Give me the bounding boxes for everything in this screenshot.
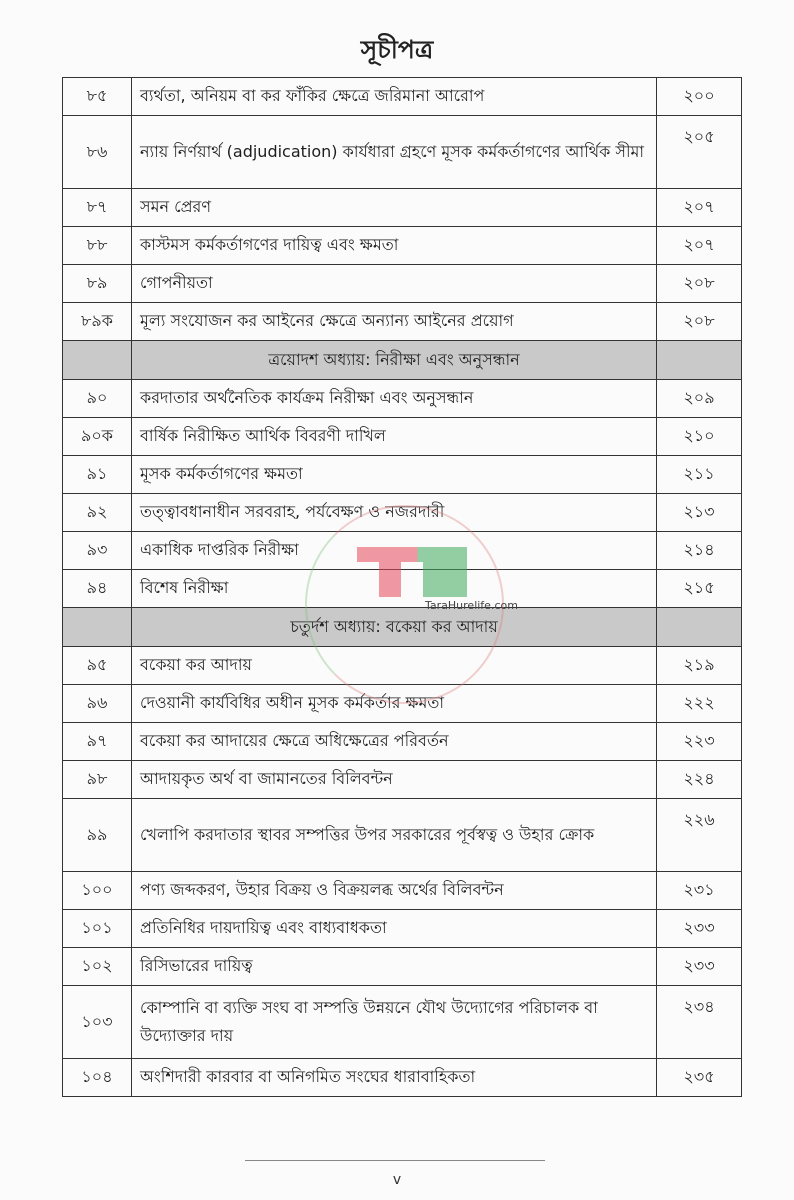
toc-entry-row [63, 1059, 742, 1097]
section-number: ৯০ [63, 380, 132, 418]
section-number: ৮৮ [63, 227, 132, 265]
toc-entry-row [63, 872, 742, 910]
section-title: পণ্য জব্দকরণ, উহার বিক্রয় ও বিক্রয়লব্ধ অর্থের বিলিবন্টন [132, 872, 657, 910]
toc-entry-row [63, 116, 742, 189]
section-number: ১০৩ [63, 986, 132, 1059]
section-number: ১০২ [63, 948, 132, 986]
page-number-cell: ২৩৪ [657, 986, 742, 1059]
page-number-cell: ২১১ [657, 456, 742, 494]
section-number: ৮৯ক [63, 303, 132, 341]
section-number: ৯৮ [63, 761, 132, 799]
section-title: ন্যায় নির্ণয়ার্থ (adjudication) কার্যধারা গ্রহণে মূসক কর্মকর্তাগণের আর্থিক সীমা [132, 116, 657, 189]
chapter-heading: ত্রয়োদশ অধ্যায়: নিরীক্ষা এবং অনুসন্ধান [132, 341, 657, 380]
section-number: ১০১ [63, 910, 132, 948]
chapter-heading: চতুর্দশ অধ্যায়: বকেয়া কর আদায় [132, 608, 657, 647]
section-number: ৯৬ [63, 685, 132, 723]
section-number: ৯২ [63, 494, 132, 532]
page-number-cell: ২২৪ [657, 761, 742, 799]
page-number-cell: ২৩৫ [657, 1059, 742, 1097]
page-number-cell: ২০৭ [657, 189, 742, 227]
section-title: বকেয়া কর আদায় [132, 647, 657, 685]
toc-entry-row [63, 647, 742, 685]
footer-rule [245, 1160, 545, 1161]
section-number: ৮৯ [63, 265, 132, 303]
toc-entry-row [63, 986, 742, 1059]
page-number-cell: ২২৬ [657, 799, 742, 872]
chapter-page-cell [657, 608, 742, 647]
toc-entry-row [63, 494, 742, 532]
section-title: সমন প্রেরণ [132, 189, 657, 227]
page-number-cell: ২০৯ [657, 380, 742, 418]
page-number-cell: ২১৪ [657, 532, 742, 570]
page-number-cell: ২০৭ [657, 227, 742, 265]
chapter-heading-row [63, 341, 742, 380]
section-title: মূসক কর্মকর্তাগণের ক্ষমতা [132, 456, 657, 494]
page-number-cell: ২০৮ [657, 303, 742, 341]
section-number: ৮৭ [63, 189, 132, 227]
section-title: গোপনীয়তা [132, 265, 657, 303]
page-number-cell: ২০৮ [657, 265, 742, 303]
section-title: আদায়কৃত অর্থ বা জামানতের বিলিবন্টন [132, 761, 657, 799]
section-number: ১০৪ [63, 1059, 132, 1097]
chapter-heading-row [63, 608, 742, 647]
section-title: রিসিভারের দায়িত্ব [132, 948, 657, 986]
section-number: ৯৪ [63, 570, 132, 608]
toc-entry-row [63, 910, 742, 948]
contents-table [62, 77, 742, 1097]
section-number: ৯০ক [63, 418, 132, 456]
section-title: বার্ষিক নিরীক্ষিত আর্থিক বিবরণী দাখিল [132, 418, 657, 456]
page-number-cell: ২৩৩ [657, 910, 742, 948]
chapter-page-cell [657, 341, 742, 380]
page-number-cell: ২২৩ [657, 723, 742, 761]
page-number-cell: ২১৯ [657, 647, 742, 685]
section-number: ১০০ [63, 872, 132, 910]
section-title: কাস্টমস কর্মকর্তাগণের দায়িত্ব এবং ক্ষমতা [132, 227, 657, 265]
section-title: তত্ত্বাবধানাধীন সরবরাহ, পর্যবেক্ষণ ও নজরদারী [132, 494, 657, 532]
page-number-cell: ২১৫ [657, 570, 742, 608]
section-title: ব্যর্থতা, অনিয়ম বা কর ফাঁকির ক্ষেত্রে জরিমানা আরোপ [132, 78, 657, 116]
section-title: করদাতার অর্থনৈতিক কার্যক্রম নিরীক্ষা এবং অনুসন্ধান [132, 380, 657, 418]
chapter-num-cell [63, 341, 132, 380]
page-number-cell: ২০০ [657, 78, 742, 116]
toc-entry-row [63, 570, 742, 608]
toc-entry-row [63, 189, 742, 227]
toc-entry-row [63, 265, 742, 303]
page-number-cell: ২০৫ [657, 116, 742, 189]
toc-entry-row [63, 532, 742, 570]
section-number: ৯১ [63, 456, 132, 494]
section-title: খেলাপি করদাতার স্থাবর সম্পত্তির উপর সরকারের পূর্বস্বত্ব ও উহার ক্রোক [132, 799, 657, 872]
section-title: বিশেষ নিরীক্ষা [132, 570, 657, 608]
toc-entry-row [63, 303, 742, 341]
section-title: বকেয়া কর আদায়ের ক্ষেত্রে অধিক্ষেত্রের পরিবর্তন [132, 723, 657, 761]
toc-entry-row [63, 380, 742, 418]
section-title: দেওয়ানী কার্যবিধির অধীন মূসক কর্মকর্তার ক্ষমতা [132, 685, 657, 723]
toc-entry-row [63, 948, 742, 986]
page-number-cell: ২১০ [657, 418, 742, 456]
section-number: ৯৯ [63, 799, 132, 872]
page-number-cell: ২৩৩ [657, 948, 742, 986]
toc-entry-row [63, 685, 742, 723]
watermark-text: TaraHurelife.com [425, 599, 518, 612]
section-number: ৮৫ [63, 78, 132, 116]
section-number: ৮৬ [63, 116, 132, 189]
section-title: প্রতিনিধির দায়দায়িত্ব এবং বাধ্যবাধকতা [132, 910, 657, 948]
toc-entry-row [63, 723, 742, 761]
toc-entry-row [63, 78, 742, 116]
page-number: v [392, 1172, 402, 1188]
toc-entry-row [63, 418, 742, 456]
chapter-num-cell [63, 608, 132, 647]
section-title: কোম্পানি বা ব্যক্তি সংঘ বা সম্পত্তি উন্নয়নে যৌথ উদ্যোগের পরিচালক বা উদ্যোক্তার দায় [132, 986, 657, 1059]
page-number-cell: ২৩১ [657, 872, 742, 910]
section-title: মূল্য সংযোজন কর আইনের ক্ষেত্রে অন্যান্য আইনের প্রয়োগ [132, 303, 657, 341]
section-number: ৯৩ [63, 532, 132, 570]
section-title: অংশিদারী কারবার বা অনিগমিত সংঘের ধারাবাহিকতা [132, 1059, 657, 1097]
toc-entry-row [63, 456, 742, 494]
section-number: ৯৭ [63, 723, 132, 761]
section-title: একাধিক দাপ্তরিক নিরীক্ষা [132, 532, 657, 570]
section-number: ৯৫ [63, 647, 132, 685]
page-number-cell: ২১৩ [657, 494, 742, 532]
page-title: সূচীপত্র [360, 35, 434, 64]
toc-entry-row [63, 227, 742, 265]
page-number-cell: ২২২ [657, 685, 742, 723]
toc-entry-row [63, 799, 742, 872]
toc-entry-row [63, 761, 742, 799]
